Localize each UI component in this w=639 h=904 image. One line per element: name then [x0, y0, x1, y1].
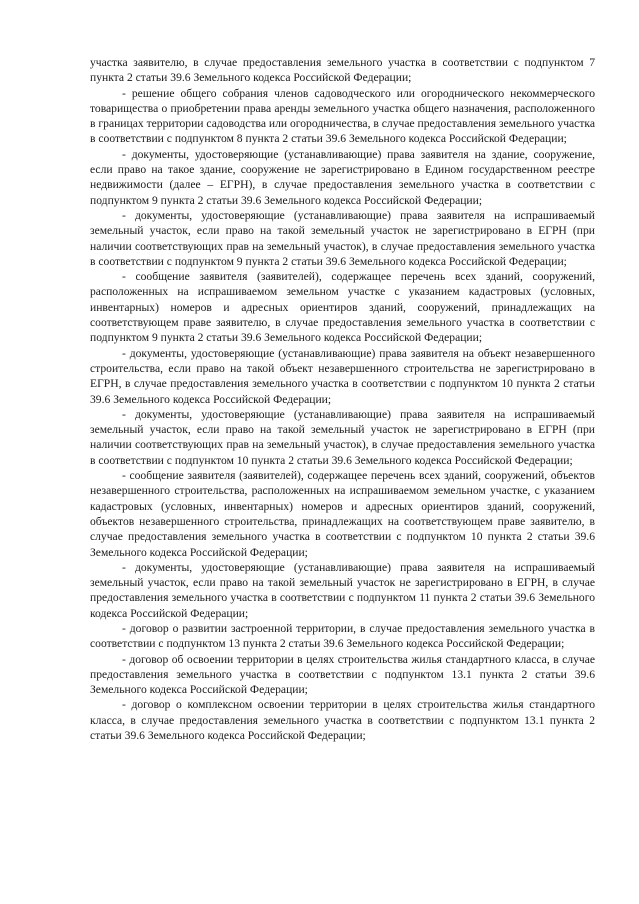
list-item: - документы, удостоверяющие (устанавливающие) права заявителя на испрашиваемый земельный участок, если право на такой земельный участок не зарегистрировано в ЕГРН (при наличии соответствующих прав на земельный участок), в случае предоставления земельного участка в соответствии с подпунктом 9 пункта 2 статьи 39.6 Земельного кодекса Российской Федерации;	[90, 208, 595, 268]
list-item: - решение общего собрания членов садоводческого или огороднического некоммерческого товарищества о приобретении права аренды земельного участка общего назначения, расположенного в границах территории садоводства или огородничества, в случае предоставления земельного участка в соответствии с подпунктом 8 пункта 2 статьи 39.6 Земельного кодекса Российской Федерации;	[90, 86, 595, 146]
list-item: - документы, удостоверяющие (устанавливающие) права заявителя на испрашиваемый земельный участок, если право на такой земельный участок не зарегистрировано в ЕГРН, в случае предоставления земельного участка в соответствии с подпунктом 11 пункта 2 статьи 39.6 Земельного кодекса Российской Федерации;	[90, 560, 595, 620]
list-item: - сообщение заявителя (заявителей), содержащее перечень всех зданий, сооружений, расположенных на испрашиваемом земельном участке с указанием кадастровых (условных, инвентарных) номеров и адресных ориентиров зданий, сооружений, принадлежащих на соответствующем праве заявителю, в случае предоставления земельного участка в соответствии с подпунктом 9 пункта 2 статьи 39.6 Земельного кодекса Российской Федерации;	[90, 270, 595, 345]
continuation-paragraph: участка заявителю, в случае предоставления земельного участка в соответствии с подпунктом 7 пункта 2 статьи 39.6 Земельного кодекса Российской Федерации;	[90, 56, 595, 85]
list-item: - сообщение заявителя (заявителей), содержащее перечень всех зданий, сооружений, объектов незавершенного строительства, расположенных на испрашиваемом земельном участке, с указанием кадастровых (условных, инвентарных) номеров и адресных ориентиров зданий, сооружений, объектов незавершенного строительства, принадлежащих на соответствующем праве заявителю, в случае предоставления земельного участка в соответствии с подпунктом 10 пункта 2 статьи 39.6 Земельного кодекса Российской Федерации;	[90, 469, 595, 559]
list-item: - договор о комплексном освоении территории в целях строительства жилья стандартного класса, в случае предоставления земельного участка в соответствии с подпунктом 13.1 пункта 2 статьи 39.6 Земельного кодекса Российской Федерации;	[90, 698, 595, 743]
list-item: - документы, удостоверяющие (устанавливающие) права заявителя на объект незавершенного строительства, если право на такой объект незавершенного строительства не зарегистрировано в ЕГРН, в случае предоставления земельного участка в соответствии с подпунктом 10 пункта 2 статьи 39.6 Земельного кодекса Российской Федерации;	[90, 346, 595, 406]
list-item: - договор об освоении территории в целях строительства жилья стандартного класса, в случае предоставления земельного участка в соответствии с подпунктом 13.1 пункта 2 статьи 39.6 Земельного кодекса Российской Федерации;	[90, 652, 595, 697]
list-item: - договор о развитии застроенной территории, в случае предоставления земельного участка в соответствии с подпунктом 13 пункта 2 статьи 39.6 Земельного кодекса Российской Федерации;	[90, 621, 595, 651]
list-item: - документы, удостоверяющие (устанавливающие) права заявителя на испрашиваемый земельный участок, если право на такой земельный участок не зарегистрировано в ЕГРН (при наличии соответствующих прав на земельный участок), в случае предоставления земельного участка в соответствии с подпунктом 10 пункта 2 статьи 39.6 Земельного кодекса Российской Федерации;	[90, 407, 595, 467]
list-item: - документы, удостоверяющие (устанавливающие) права заявителя на здание, сооружение, если право на такое здание, сооружение не зарегистрировано в Едином государственном реестре недвижимости (далее – ЕГРН), в случае предоставления земельного участка в соответствии с подпунктом 9 пункта 2 статьи 39.6 Земельного кодекса Российской Федерации;	[90, 147, 595, 207]
